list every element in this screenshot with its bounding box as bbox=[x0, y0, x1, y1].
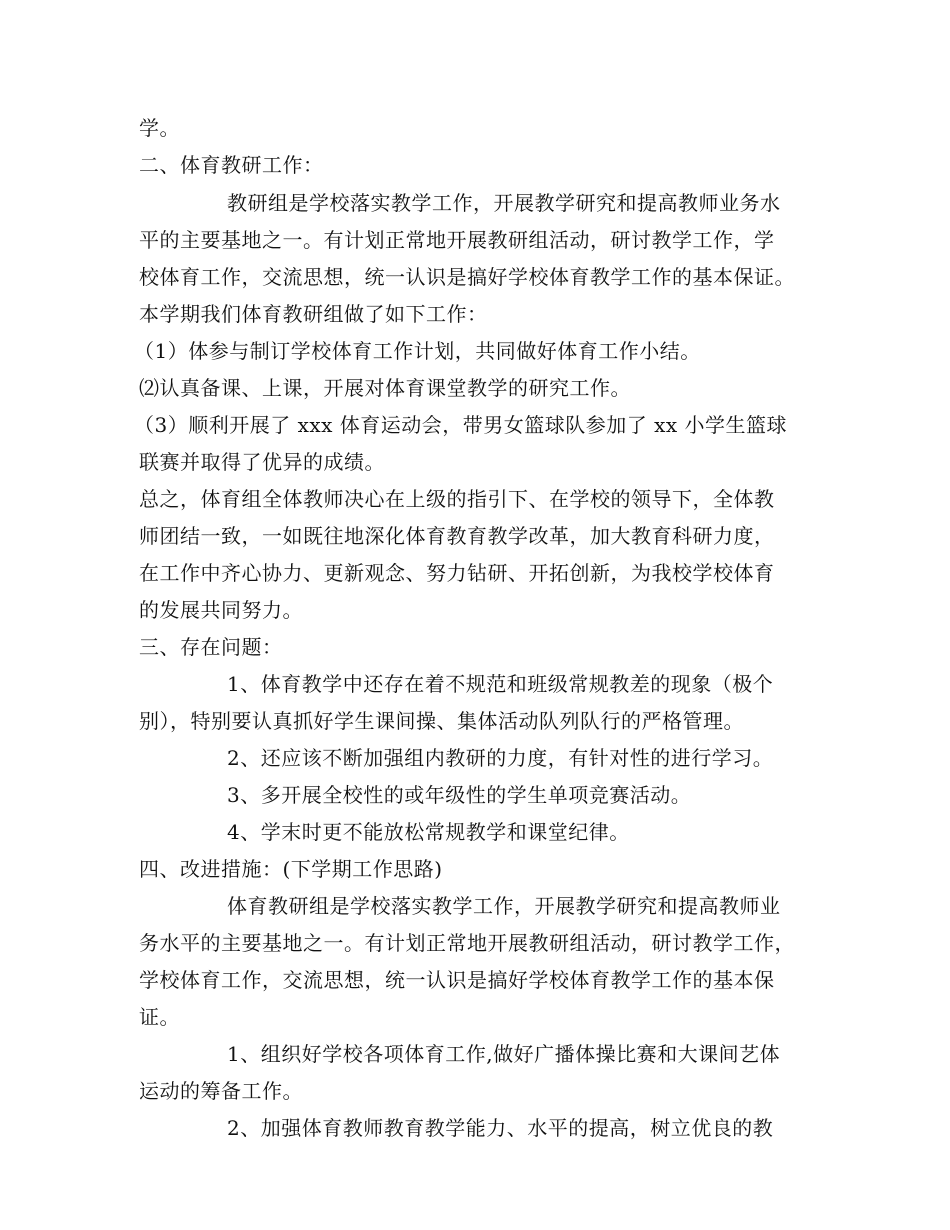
text-line: 学。 bbox=[139, 116, 180, 140]
list-item: 2、还应该不断加强组内教研的力度，有针对性的进行学习。 bbox=[227, 746, 774, 770]
list-item: ⑵认真备课、上课，开展对体育课堂教学的研究工作。 bbox=[139, 376, 631, 400]
list-item: 1、体育教学中还存在着不规范和班级常规教差的现象（极个 bbox=[227, 672, 774, 696]
text-line: 总之，体育组全体教师决心在上级的指引下、在学校的领导下，全体教 bbox=[139, 487, 775, 511]
text-line: 的发展共同努力。 bbox=[139, 598, 303, 622]
list-item: 4、学末时更不能放松常规教学和课堂纪律。 bbox=[227, 820, 630, 844]
list-item: 3、多开展全校性的或年级性的学生单项竞赛活动。 bbox=[227, 783, 692, 807]
list-item: （1）体参与制订学校体育工作计划，共同做好体育工作小结。 bbox=[134, 339, 701, 363]
text-line: 平的主要基地之一。有计划正常地开展教研组活动，研讨教学工作，学 bbox=[139, 228, 775, 252]
list-item: 2、加强体育教师教育教学能力、水平的提高，树立优良的教 bbox=[227, 1116, 774, 1140]
text-line: 证。 bbox=[139, 1005, 180, 1029]
text-line: 本学期我们体育教研组做了如下工作： bbox=[139, 302, 488, 326]
text-line: 校体育工作，交流思想，统一认识是搞好学校体育教学工作的基本保证。 bbox=[139, 265, 795, 289]
list-item: 1、组织好学校各项体育工作,做好广播体操比赛和大课间艺体 bbox=[227, 1042, 781, 1066]
text-line: 别），特别要认真抓好学生课间操、集体活动队列队行的严格管理。 bbox=[139, 709, 744, 733]
text-line: 联赛并取得了优异的成绩。 bbox=[139, 450, 385, 474]
text-line: 在工作中齐心协力、更新观念、努力钻研、开拓创新，为我校学校体育 bbox=[139, 561, 775, 585]
section-heading: 三、存在问题： bbox=[139, 635, 283, 659]
text-line: 运动的筹备工作。 bbox=[139, 1079, 303, 1103]
text-line: 学校体育工作，交流思想，统一认识是搞好学校体育教学工作的基本保 bbox=[139, 968, 775, 992]
text-line: 师团结一致，一如既往地深化体育教育教学改革，加大教育科研力度， bbox=[139, 524, 775, 548]
text-line: 教研组是学校落实教学工作，开展教学研究和提高教师业务水 bbox=[227, 191, 781, 215]
list-item: （3）顺利开展了 xxx 体育运动会，带男女篮球队参加了 xx 小学生篮球 bbox=[134, 413, 788, 437]
text-line: 务水平的主要基地之一。有计划正常地开展教研组活动，研讨教学工作， bbox=[139, 931, 795, 955]
section-heading: 四、改进措施：(下学期工作思路) bbox=[139, 857, 443, 881]
text-line: 体育教研组是学校落实教学工作，开展教学研究和提高教师业 bbox=[227, 894, 781, 918]
section-heading: 二、体育教研工作： bbox=[139, 153, 324, 177]
